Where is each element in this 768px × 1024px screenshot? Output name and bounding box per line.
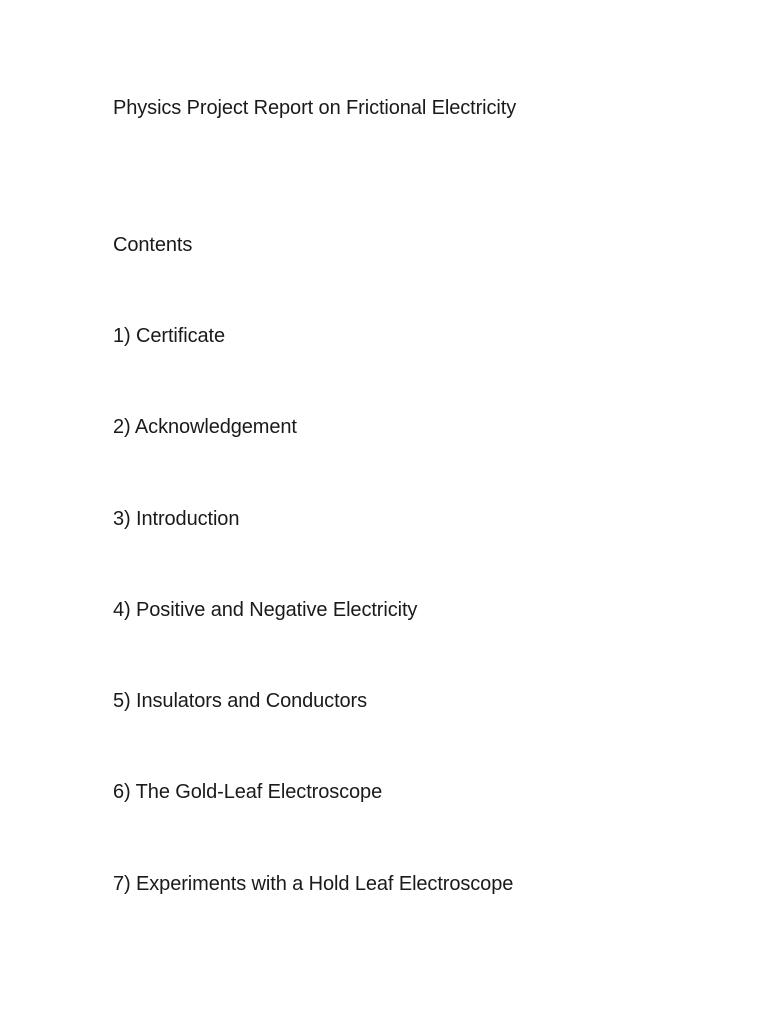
toc-item: 2) Acknowledgement xyxy=(113,416,297,439)
toc-item: 7) Experiments with a Hold Leaf Electroscope xyxy=(113,872,514,895)
toc-item: 4) Positive and Negative Electricity xyxy=(113,598,418,621)
toc-item: 1) Certificate xyxy=(113,325,225,347)
contents-heading: Contents xyxy=(113,234,193,256)
toc-item: 3) Introduction xyxy=(113,507,240,530)
toc-item: 6) The Gold-Leaf Electroscope xyxy=(113,781,383,804)
table-of-contents xyxy=(113,324,513,963)
document-title: Physics Project Report on Frictional Electricity xyxy=(113,97,517,119)
toc-item: 5) Insulators and Conductors xyxy=(113,690,368,713)
